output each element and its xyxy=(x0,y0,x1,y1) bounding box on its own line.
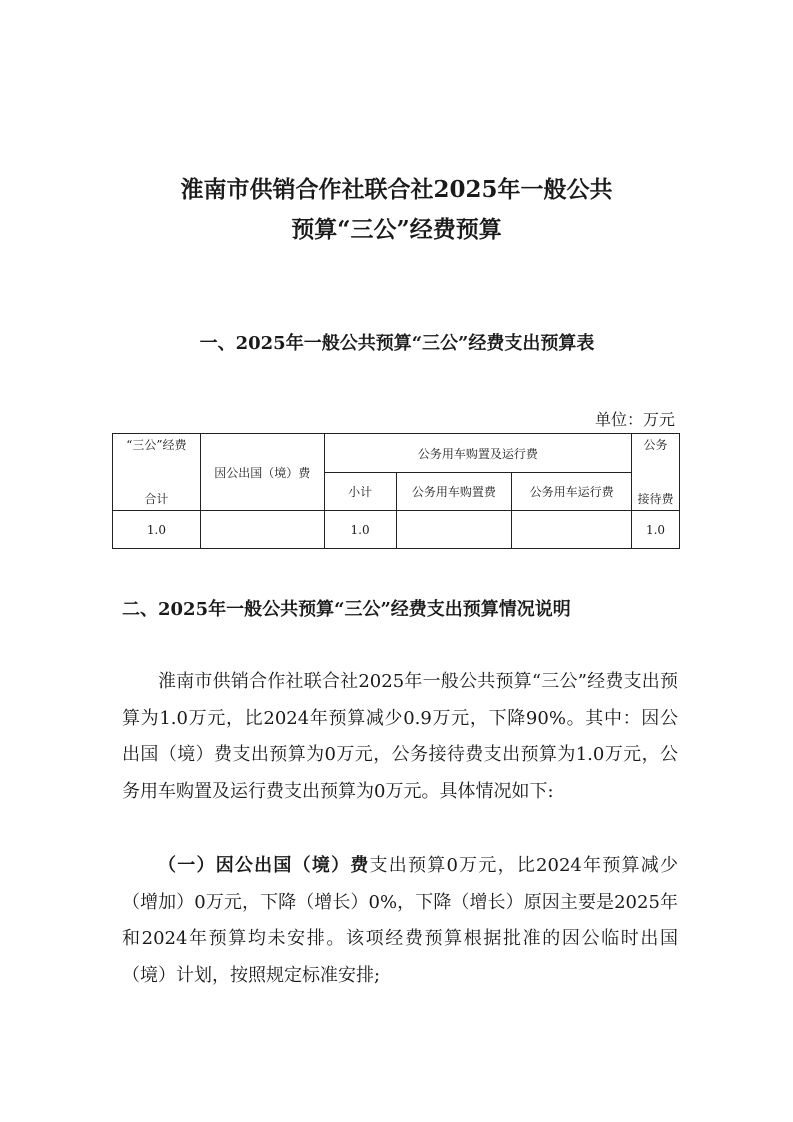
header-reception xyxy=(632,434,680,511)
header-vehicle-subtotal: 小计 xyxy=(324,473,396,511)
budget-table xyxy=(112,433,680,549)
document-title xyxy=(0,170,793,250)
unit-label: 单位：万元 xyxy=(594,410,675,429)
cell-vehicle-operation xyxy=(512,511,632,549)
header-abroad: 因公出国（境）费 xyxy=(200,434,324,511)
cell-vehicle-purchase xyxy=(396,511,512,549)
paragraph-2-body: 支出预算0万元，比2024年预算减少（增加）0万元，下降（增长）0%，下降（增长）原因主要是2025年和2024年预算均未安排。该项经费预算根据批准的因公临时出国（境）计划，按照规定标准安排; xyxy=(122,855,679,986)
header-reception-line2: 接待费 xyxy=(637,492,674,506)
cell-vehicle-subtotal: 1.0 xyxy=(324,511,396,549)
paragraph-2 xyxy=(122,848,678,994)
paragraph-2-lead: （一）因公出国（境）费 xyxy=(158,855,370,876)
cell-total: 1.0 xyxy=(113,511,201,549)
title-line-1: 淮南市供销合作社联合社2025年一般公共 xyxy=(180,176,613,203)
table-header-row xyxy=(113,434,680,473)
header-vehicle: 公务用车购置及运行费 xyxy=(324,434,631,473)
header-total-line2: 合计 xyxy=(144,492,169,506)
paragraph-1: 淮南市供销合作社联合社2025年一般公共预算“三公”经费支出预算为1.0万元，比2024年预算减少0.9万元，下降90%。其中：因公出国（境）费支出预算为0万元，公务接待费支出预算为1.0万元，公务用车购置及运行费支出预算为0万元。具体情况如下: xyxy=(122,671,678,802)
section-2-heading: 二、2025年一般公共预算“三公”经费支出预算情况说明 xyxy=(122,599,571,620)
header-vehicle-purchase: 公务用车购置费 xyxy=(396,473,512,511)
section-1-heading: 一、2025年一般公共预算“三公”经费支出预算表 xyxy=(199,333,595,354)
cell-reception: 1.0 xyxy=(632,511,680,549)
cell-abroad xyxy=(200,511,324,549)
header-total xyxy=(113,434,201,511)
header-total-line1: “三公”经费 xyxy=(126,438,187,452)
header-vehicle-operation: 公务用车运行费 xyxy=(512,473,632,511)
header-reception-line1: 公务 xyxy=(643,438,668,452)
title-line-2: 预算“三公”经费预算 xyxy=(291,216,502,243)
table-row xyxy=(113,511,680,549)
